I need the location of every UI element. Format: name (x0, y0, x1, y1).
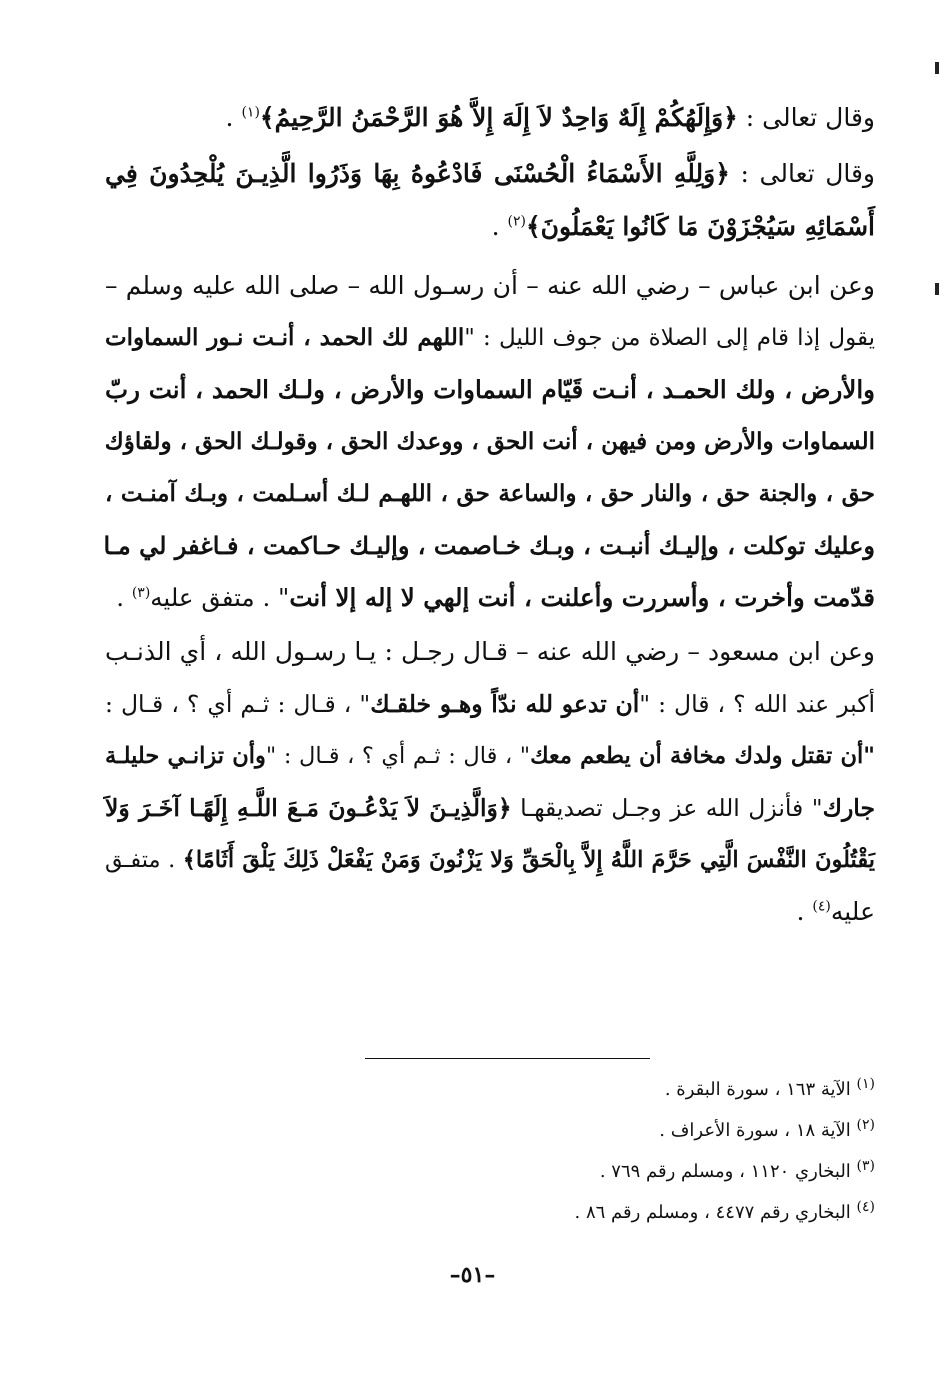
footnote-ref: (٢) (507, 213, 526, 230)
hadith1-line-3 (105, 366, 875, 414)
quran-quote: ﴿وَالَّذِيـنَ لاَ يَدْعُـونَ مَـعَ اللَّـهِ إِلَهًـا آخَـرَ وَلاَ (105, 794, 512, 822)
hadith1-line-7 (105, 574, 875, 622)
hadith-quote: "أن تقتل ولدك مخافة أن يطعم معك (530, 743, 876, 769)
hadith-text: " . متفق عليه (150, 583, 290, 612)
hadith-text: وعن ابن مسعود – رضي الله عنه – قـال رجـل : يـا رسـول الله ، أي الذنـب (105, 637, 875, 666)
hadith1-line-2 (105, 314, 875, 362)
hadith-quote: وعليك توكلت ، وإليـك أنبـت ، وبـك خـاصمت ، وإليـك حـاكمت ، فـاغفر لي مـا (103, 531, 875, 560)
hadith-text: يقول إذا قام إلى الصلاة من جوف الليل : " (464, 325, 875, 351)
hadith2-line-4 (105, 784, 875, 832)
hadith2-line-6 (105, 888, 875, 936)
hadith-text: وعن ابن عباس – رضي الله عنه – أن رسـول الله – صلى الله عليه وسلم – (105, 271, 875, 300)
quran-quote: يَقْتُلُونَ النَّفْسَ الَّتِي حَرَّمَ اللَّهُ إِلاَّ بِالْحَقِّ وَلا يَزْنُونَ وَمَنْ يَفْعَلْ ذَلِكَ يَلْقَ أَثَامًا﴾ (182, 847, 875, 873)
quran-quote: ﴿وَلِلَّهِ الأَسْمَاءُ الْحُسْنَى فَادْعُوهُ بِهَا وَذَرُوا الَّذِيـنَ يُلْحِدُونَ فِي (105, 159, 730, 188)
footnote-ref: (١) (241, 104, 260, 121)
verse-line-1 (105, 94, 875, 142)
hadith1-line-4 (105, 418, 875, 466)
hadith1-line-5 (105, 470, 875, 518)
verse-line-3 (105, 203, 875, 251)
page-number: –٥١– (449, 1262, 496, 1288)
hadith-quote: وأن تزانـي حليلـة (105, 743, 266, 769)
quran-quote: ﴿وَإِلَهُكُمْ إِلَهٌ وَاحِدٌ لاَ إِلَهَ إِلاَّ هُوَ الرَّحْمَنُ الرَّحِيمُ﴾ (259, 103, 738, 132)
footnote-mark: (٢) (856, 1117, 875, 1133)
footnote-mark: (٣) (856, 1158, 875, 1174)
punctuation: . (116, 583, 132, 612)
hadith-text: . متفـق (105, 847, 183, 873)
footnote-divider (365, 1058, 650, 1059)
footnote-text: البخاري رقم ٤٤٧٧ ، ومسلم رقم ٨٦ . (574, 1202, 857, 1223)
hadith-quote: حق ، والجنة حق ، والنار حق ، والساعة حق ، اللهـم لـك أسـلمت ، وبـك آمنـت ، (105, 480, 875, 507)
hadith2-line-2 (105, 680, 875, 728)
hadith-text: عليه (830, 897, 875, 926)
punctuation: . (225, 103, 242, 132)
hadith-quote: اللهم لك الحمد ، أنـت نـور السماوات (105, 324, 465, 351)
footnote-ref: (٤) (812, 898, 831, 915)
footnote-3 (105, 1157, 875, 1187)
punctuation: . (491, 212, 508, 241)
punctuation: . (796, 897, 813, 926)
hadith-quote: السماوات والأرض ومن فيهن ، أنت الحق ، ووعدك الحق ، وقولـك الحق ، ولقاؤك (104, 428, 875, 455)
scan-mark (935, 62, 939, 74)
hadith-quote: قدّمت وأخرت ، وأسررت وأعلنت ، أنت إلهي لا إله إلا أنت (289, 583, 875, 612)
footnote-text: البخاري ١١٢٠ ، ومسلم رقم ٧٦٩ . (599, 1161, 857, 1182)
hadith2-line-3 (105, 732, 875, 780)
hadith1-line-6 (105, 522, 875, 570)
hadith-text: " ، قـال : ثـم أي ؟ ، قـال : (105, 690, 371, 718)
verse-line-2 (105, 150, 875, 198)
quran-quote: أَسْمَائِهِ سَيُجْزَوْنَ مَا كَانُوا يَعْمَلُونَ﴾ (525, 212, 875, 241)
hadith2-line-1 (105, 628, 875, 676)
hadith-text: " فأنزل الله عز وجـل تصديقهـا (511, 794, 823, 822)
footnote-mark: (٤) (856, 1199, 875, 1215)
hadith-text: أكبر عند الله ؟ ، قال : " (639, 690, 875, 718)
footnote-text: الآية ١٦٣ ، سورة البقرة . (664, 1079, 857, 1100)
footnote-text: الآية ١٨ ، سورة الأعراف . (659, 1120, 857, 1141)
hadith-quote: جارك (822, 794, 875, 822)
footnote-ref: (٣) (131, 584, 151, 601)
verse-intro: وقال تعالى : (729, 159, 875, 188)
footnote-2 (105, 1116, 875, 1146)
hadith-text: " ، قال : ثـم أي ؟ ، قـال : " (265, 743, 531, 769)
scan-mark (935, 283, 939, 295)
verse-intro: وقال تعالى : (737, 103, 875, 132)
hadith-quote: والأرض ، ولك الحمـد ، أنـت قَيّام السماوات والأرض ، ولـك الحمد ، أنت ربّ (105, 375, 875, 404)
hadith-quote: أن تدعو لله ندّاً وهـو خلقـك (370, 690, 640, 718)
footnote-4 (105, 1198, 875, 1228)
hadith1-line-1 (105, 262, 875, 310)
footnote-mark: (١) (856, 1076, 875, 1092)
hadith2-line-5 (105, 836, 875, 884)
footnote-1 (105, 1075, 875, 1105)
